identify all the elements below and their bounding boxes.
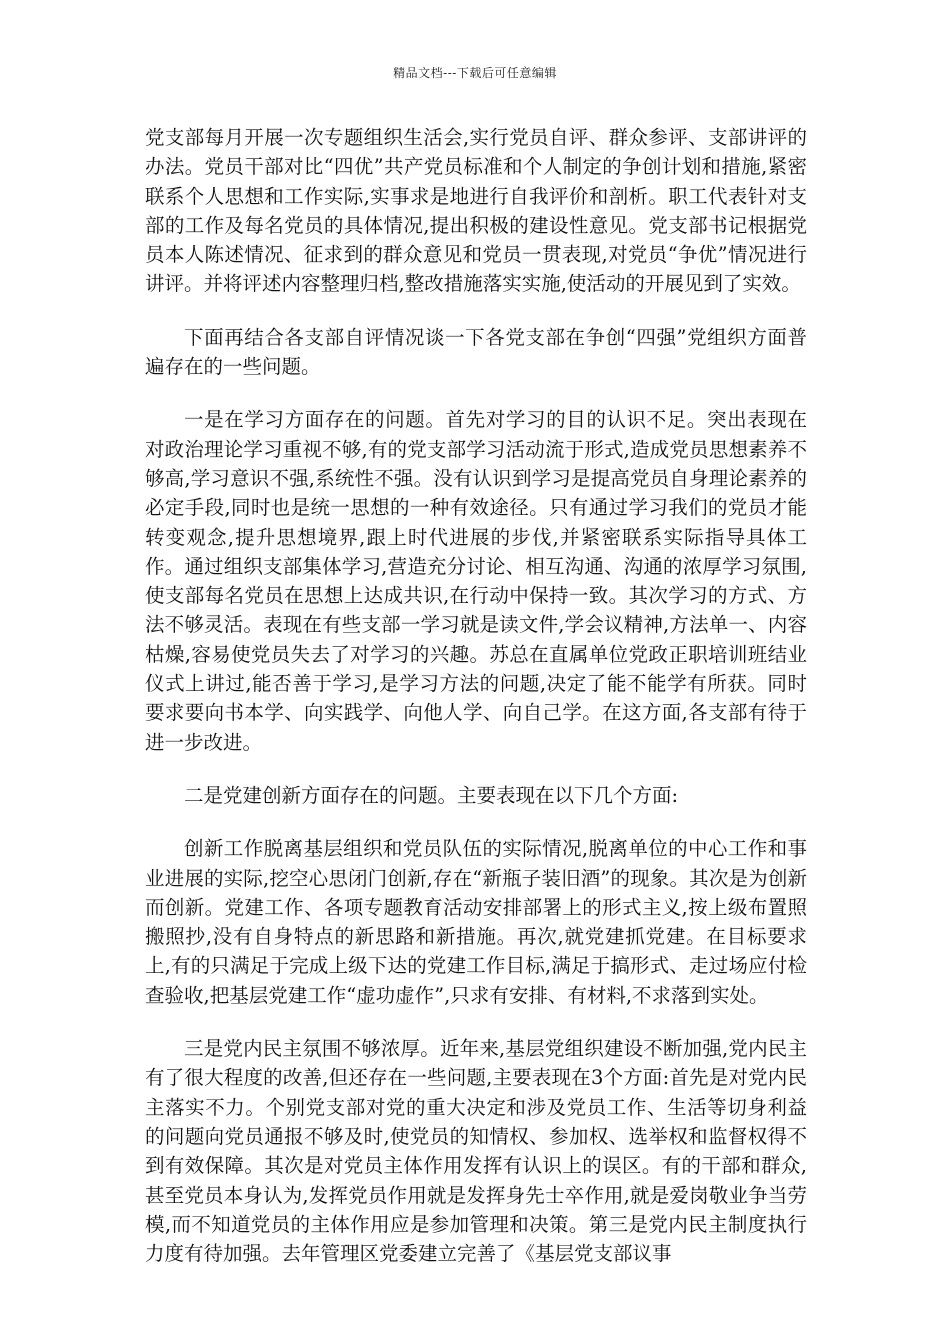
document-body [145,123,807,1292]
paragraph-intro-problems: 下面再结合各支部自评情况谈一下各党支部在争创“四强”党组织方面普遍存在的一些问题。 [145,325,807,379]
paragraph-study-problems: 一是在学习方面存在的问题。首先对学习的目的认识不足。突出表现在对政治理论学习重视不够,有的党支部学习活动流于形式,造成党员思想素养不够高,学习意识不强,系统性不强。没有认识到学习是提高党员自身理论素养的必定手段,同时也是统一思想的一种有效途径。只有通过学习我们的党员才能转变观念,提升思想境界,跟上时代进展的步伐,并紧密联系实际指导具体工作。通过组织支部集体学习,营造充分讨论、相互沟通、沟通的浓厚学习氛围,使支部每名党员在思想上达成共识,在行动中保持一致。其次学习的方式、方法不够灵活。表现在有些支部一学习就是读文件,学会议精神,方法单一、内容枯燥,容易使党员失去了对学习的兴趣。苏总在直属单位党政正职培训班结业仪式上讲过,能否善于学习,是学习方法的问题,决定了能不能学有所获。同时要求要向书本学、向实践学、向他人学、向自己学。在这方面,各支部有待于进一步改进。 [145,408,807,754]
paragraph-continuation: 党支部每月开展一次专题组织生活会,实行党员自评、群众参评、支部讲评的办法。党员干部对比“四优”共产党员标准和个人制定的争创计划和措施,紧密联系个人思想和工作实际,实事求是地进行自我评价和剖析。职工代表针对支部的工作及每名党员的具体情况,提出积极的建设性意见。党支部书记根据党员本人陈述情况、征求到的群众意见和党员一贯表现,对党员“争优”情况进行讲评。并将评述内容整理归档,整改措施落实实施,使活动的开展见到了实效。 [145,126,807,296]
paragraph-innovation-details: 创新工作脱离基层组织和党员队伍的实际情况,脱离单位的中心工作和事业进展的实际,挖空心思闭门创新,存在“新瓶子装旧酒”的现象。其次是为创新而创新。党建工作、各项专题教育活动安排部署上的形式主义,按上级布置照搬照抄,没有自身特点的新思路和新措施。再次,就党建抓党建。在目标要求上,有的只满足于完成上级下达的党建工作目标,满足于搞形式、走过场应付检查验收,把基层党建工作“虚功虚作”,只求有安排、有材料,不求落到实处。 [145,837,807,1007]
paragraph-democracy-problems: 三是党内民主氛围不够浓厚。近年来,基层党组织建设不断加强,党内民主有了很大程度的改善,但还存在一些问题,主要表现在3个方面:首先是对党内民主落实不力。个别党支部对党的重大决定和涉及党员工作、生活等切身利益的问题向党员通报不够及时,使党员的知情权、参加权、选举权和监督权得不到有效保障。其次是对党员主体作用发挥有认识上的误区。有的干部和群众,甚至党员本身认为,发挥党员作用就是发挥身先士卒作用,就是爱岗敬业争当劳模,而不知道党员的主体作用应是参加管理和决策。第三是党内民主制度执行力度有待加强。去年管理区党委建立完善了《基层党支部议事 [145,1037,807,1266]
page-header: 精品文档---下载后可任意编辑 [393,66,557,80]
paragraph-innovation-heading: 二是党建创新方面存在的问题。主要表现在以下几个方面: [184,783,679,807]
